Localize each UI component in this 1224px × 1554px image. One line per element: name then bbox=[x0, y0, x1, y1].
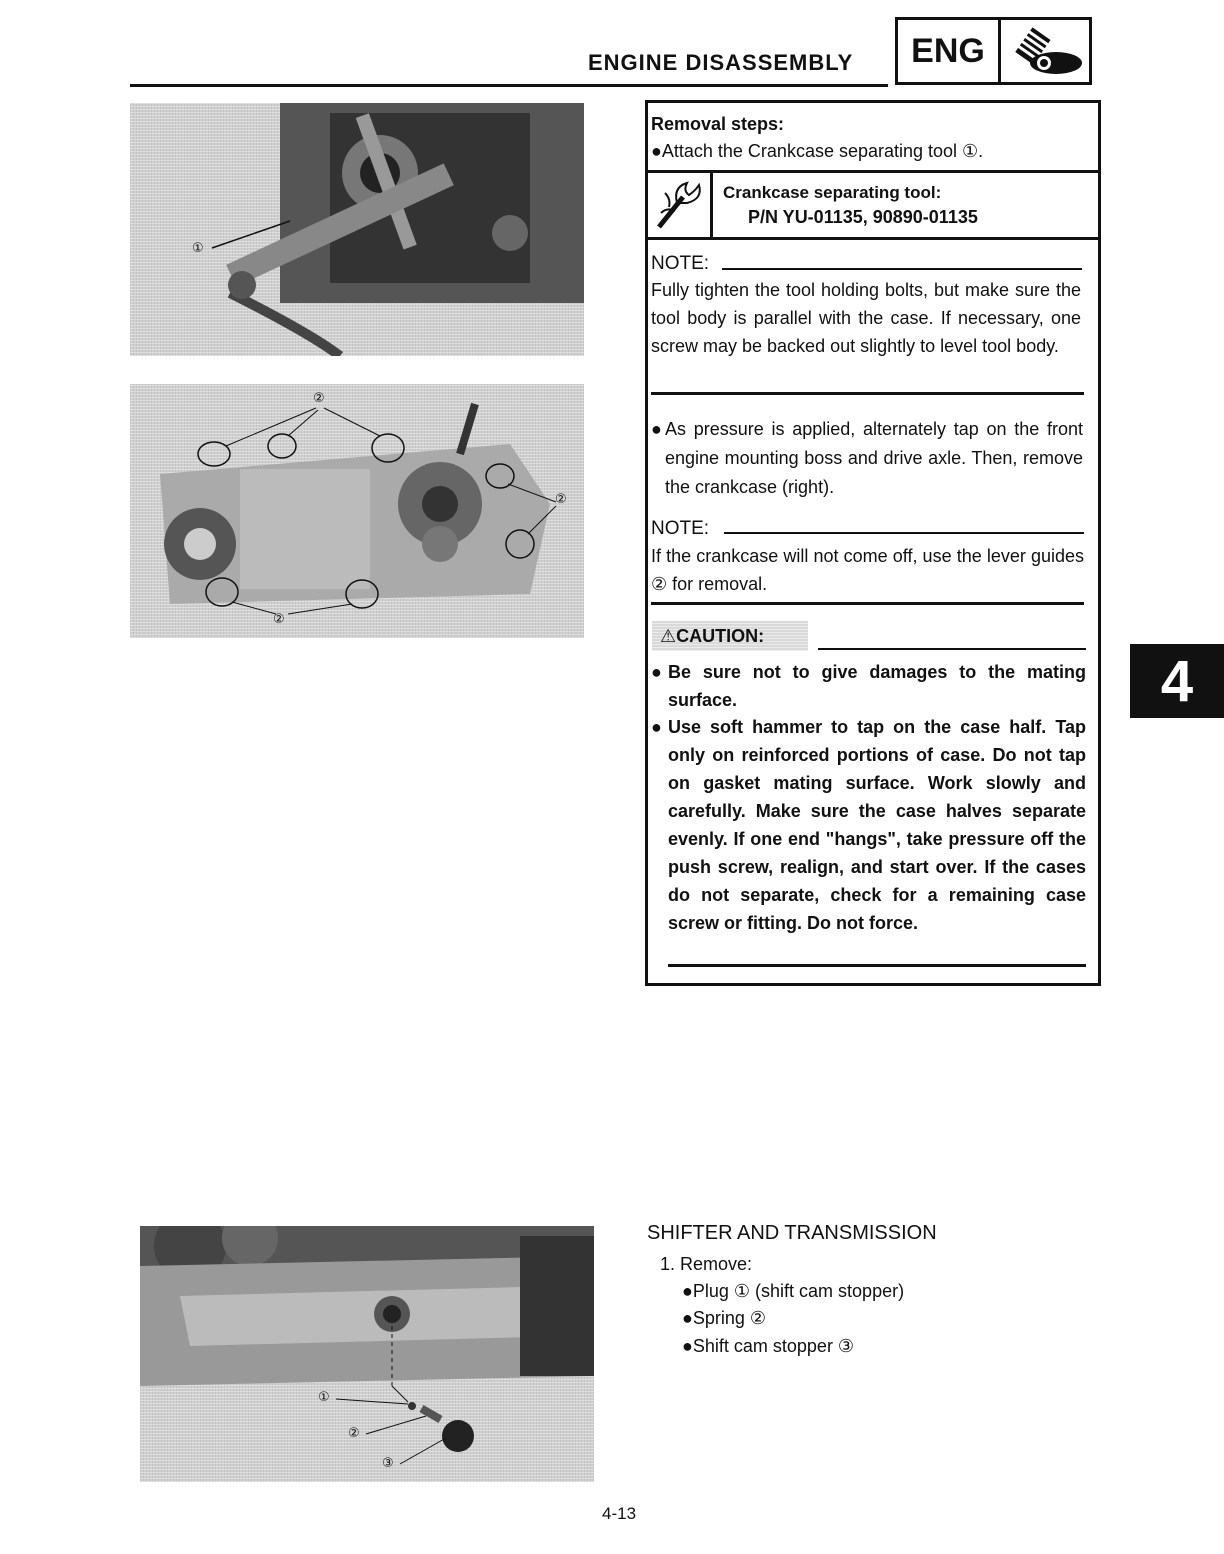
page-title: ENGINE DISASSEMBLY bbox=[588, 50, 854, 75]
note-1-label: NOTE: bbox=[651, 253, 710, 274]
special-tool-row bbox=[645, 170, 1101, 240]
callout-spring: ② bbox=[348, 1426, 360, 1441]
photo-crankcase-lever-guides bbox=[130, 384, 584, 638]
photo-crankcase-separating-tool bbox=[130, 103, 584, 356]
tool-name: Crankcase separating tool: bbox=[723, 183, 942, 202]
wrench-icon bbox=[648, 173, 713, 237]
section-badge bbox=[895, 17, 1092, 85]
caution-label-rule bbox=[818, 648, 1086, 650]
note-2-end-rule bbox=[651, 602, 1084, 605]
caution-end-rule bbox=[668, 964, 1086, 967]
callout-1: ① bbox=[192, 241, 204, 256]
section-code: ENG bbox=[898, 20, 1001, 82]
photo-shift-cam-stopper bbox=[140, 1226, 594, 1482]
removal-heading: Removal steps: bbox=[651, 114, 785, 134]
page-number: 4-13 bbox=[602, 1504, 637, 1523]
callout-2-right: ② bbox=[555, 492, 567, 507]
caution-item-2: Use soft hammer to tap on the case half. Tap only on reinforced portions of case. Do not tap on gasket mating surface. Work slowly and carefully. Make sure the case halves separate evenly. If one end "hangs", take pressure off the push screw, realign, and start over. If the cases do not separate, check for a remaining case screw or fitting. Do not force. bbox=[668, 717, 1086, 933]
shifter-item-plug: ●Plug ① (shift cam stopper) bbox=[682, 1281, 905, 1301]
step-2-text: As pressure is applied, alternately tap on the front engine mounting boss and drive axle. Then, remove the crankcase (right). bbox=[665, 419, 1083, 497]
caution-badge: ⚠CAUTION: bbox=[652, 621, 808, 651]
tool-part-number: P/N YU-01135, 90890-01135 bbox=[748, 207, 978, 227]
caution-bullet-2: ● bbox=[651, 717, 662, 737]
chapter-tab: 4 bbox=[1130, 644, 1224, 718]
removal-step-1: ●Attach the Crankcase separating tool ①. bbox=[651, 141, 984, 161]
note-2-text: If the crankcase will not come off, use the lever guides ② for removal. bbox=[651, 546, 1084, 594]
engine-icon bbox=[1001, 20, 1089, 82]
callout-plug: ① bbox=[318, 1390, 330, 1405]
note-1-end-rule bbox=[651, 392, 1084, 395]
step-2-bullet: ● bbox=[651, 419, 662, 439]
shifter-item-spring: ●Spring ② bbox=[682, 1308, 767, 1328]
header-rule bbox=[130, 84, 888, 87]
shifter-step-1: 1. Remove: bbox=[660, 1254, 753, 1274]
note-1-text: Fully tighten the tool holding bolts, but make sure the tool body is parallel with the case. If necessary, one screw may be backed out slightly to level tool body. bbox=[651, 280, 1081, 356]
callout-shift-cam-stopper: ③ bbox=[382, 1456, 394, 1471]
caution-bullet-1: ● bbox=[651, 662, 662, 682]
shifter-heading: SHIFTER AND TRANSMISSION bbox=[647, 1222, 937, 1244]
callout-2-bottom: ② bbox=[273, 612, 285, 627]
note-2-label-rule bbox=[724, 532, 1084, 534]
caution-item-1: Be sure not to give damages to the mating surface. bbox=[668, 662, 1086, 710]
note-2-label: NOTE: bbox=[651, 518, 710, 539]
shifter-item-stopper: ●Shift cam stopper ③ bbox=[682, 1336, 855, 1356]
note-1-label-rule bbox=[722, 268, 1082, 270]
callout-2-top: ② bbox=[313, 391, 325, 406]
